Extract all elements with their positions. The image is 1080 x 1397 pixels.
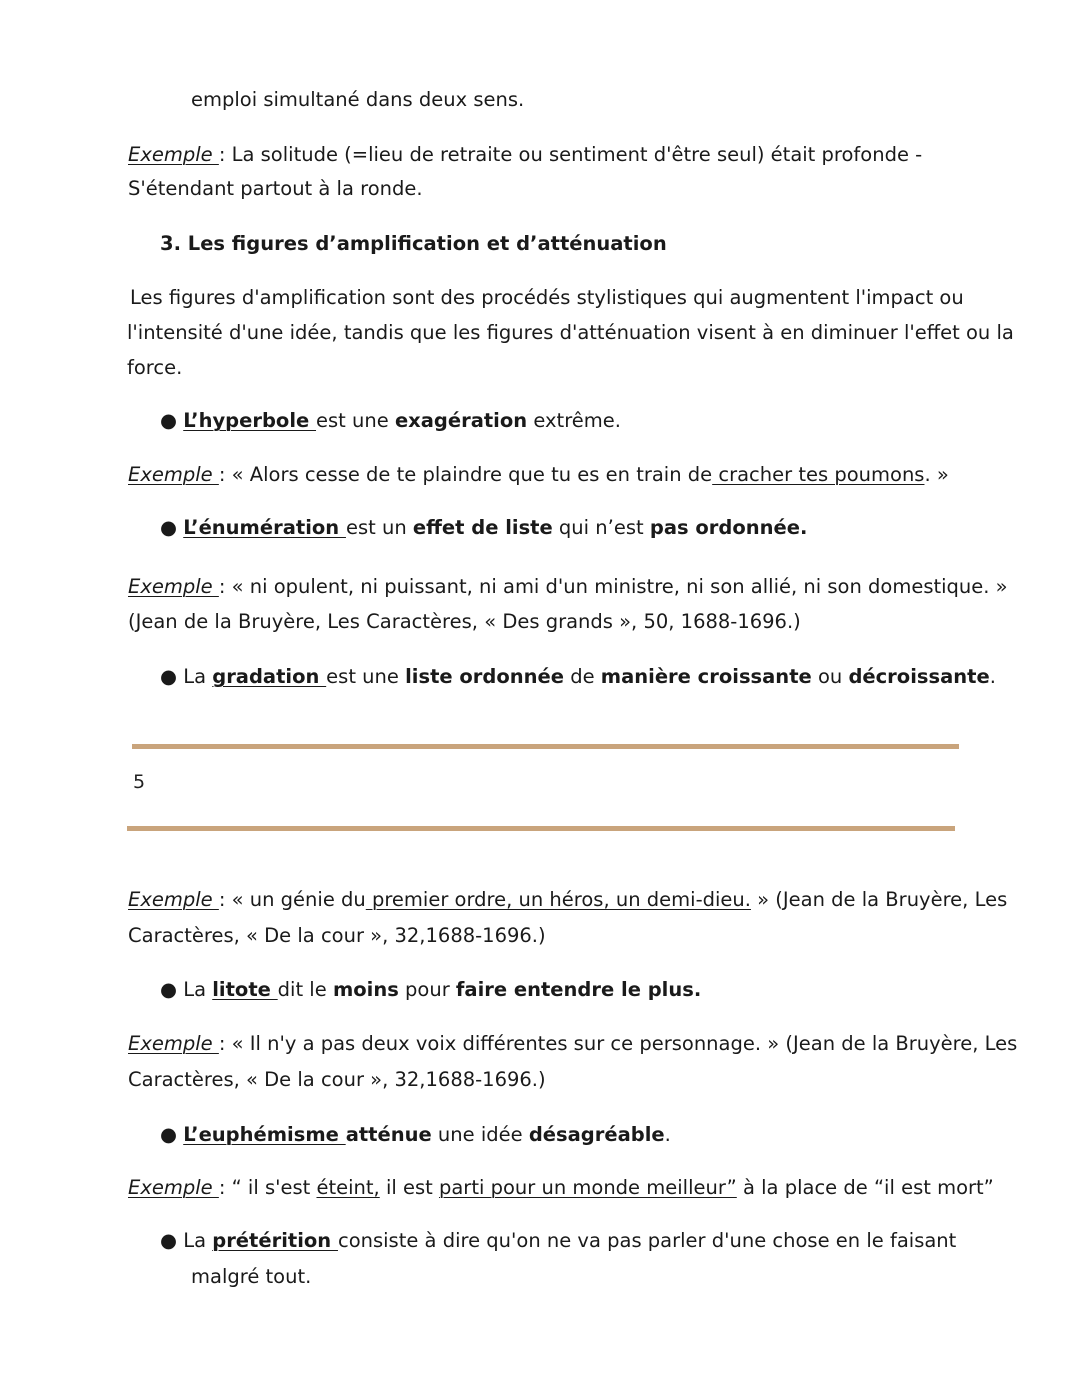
text: .: [989, 665, 996, 688]
bold-text: décroissante: [848, 665, 990, 688]
example-solitude-line1: [128, 142, 922, 168]
example-label: Exemple: [128, 143, 219, 166]
text: consiste à dire qu'on ne va pas parler d'une chose en le faisant: [337, 1229, 957, 1252]
text: est une: [326, 665, 406, 688]
example-euphemisme: [128, 1175, 994, 1201]
bullet-euphemisme: [160, 1122, 671, 1148]
term-hyperbole: L’hyperbole: [183, 409, 317, 432]
term-gradation: gradation: [212, 665, 327, 688]
bullet-icon: ●: [160, 1229, 178, 1252]
bold-text: liste ordonnée: [405, 665, 564, 688]
bullet-litote: [160, 977, 701, 1003]
text: pour: [398, 978, 456, 1001]
example-label: Exemple: [128, 1176, 219, 1199]
example-litote-line1: [128, 1031, 1017, 1057]
example-text: : La solitude (=lieu de retraite ou sentiment d'être seul) était profonde -: [218, 143, 923, 166]
term-enumeration: L’énumération: [183, 516, 346, 539]
intro-line2: l'intensité d'une idée, tandis que les figures d'atténuation visent à en diminuer l'effet ou la: [127, 321, 1014, 344]
bullet-icon: ●: [160, 409, 178, 432]
text: est un: [345, 516, 413, 539]
text: dit le: [277, 978, 333, 1001]
text: qui n’est: [552, 516, 650, 539]
intro-line1: Les figures d'amplification sont des procédés stylistiques qui augmentent l'impact ou: [130, 286, 964, 309]
bold-text: désagréable: [528, 1123, 665, 1146]
text: ou: [811, 665, 849, 688]
example-hyperbole: [128, 462, 949, 488]
example-text: : « Alors cesse de te plaindre que tu es en train de: [218, 463, 713, 486]
underlined-text: cracher tes poumons: [712, 463, 925, 486]
term-euphemisme: L’euphémisme: [183, 1123, 346, 1146]
section-heading: 3. Les figures d’amplification et d’atténuation: [160, 232, 667, 255]
bold-text: effet de liste: [412, 516, 553, 539]
bold-text: pas ordonnée.: [649, 516, 808, 539]
bold-text: moins: [332, 978, 399, 1001]
example-text: : « Il n'y a pas deux voix différentes sur ce personnage. » (Jean de la Bruyère, Les: [218, 1032, 1018, 1055]
bullet-icon: ●: [160, 1123, 178, 1146]
bullet-preterition: [160, 1228, 956, 1254]
example-text: : “ il s'est: [218, 1176, 317, 1199]
example-enumeration-line2: (Jean de la Bruyère, Les Caractères, « Des grands », 50, 1688-1696.): [128, 610, 801, 633]
bullet-icon: ●: [160, 516, 178, 539]
text: La: [183, 665, 213, 688]
example-text: : « ni opulent, ni puissant, ni ami d'un ministre, ni son allié, ni son domestique. »: [218, 575, 1008, 598]
text: . »: [924, 463, 949, 486]
bullet-icon: ●: [160, 978, 178, 1001]
bold-text: exagération: [394, 409, 528, 432]
bullet-enumeration: [160, 515, 807, 541]
text: à la place de “il est mort”: [736, 1176, 994, 1199]
text: il est: [379, 1176, 439, 1199]
example-litote-line2: Caractères, « De la cour », 32,1688-1696.): [128, 1068, 546, 1091]
example-gradation-line2: Caractères, « De la cour », 32,1688-1696.): [128, 924, 546, 947]
continuation-line: emploi simultané dans deux sens.: [191, 88, 525, 111]
example-label: Exemple: [128, 575, 219, 598]
bullet-gradation: [160, 664, 996, 690]
text: » (Jean de la Bruyère, Les: [750, 888, 1008, 911]
bold-text: faire entendre le plus.: [455, 978, 702, 1001]
example-gradation-line1: [128, 887, 1007, 913]
text: de: [564, 665, 601, 688]
term-preterition: prétérition: [212, 1229, 338, 1252]
page-break-rule-top: [132, 744, 959, 749]
example-text: : « un génie du: [218, 888, 366, 911]
example-label: Exemple: [128, 463, 219, 486]
text: est une: [316, 409, 395, 432]
page-number: 5: [133, 771, 146, 793]
example-label: Exemple: [128, 888, 219, 911]
text: une idée: [431, 1123, 529, 1146]
example-solitude-line2: S'étendant partout à la ronde.: [128, 177, 423, 200]
text: extrême.: [527, 409, 621, 432]
bold-text: manière croissante: [600, 665, 812, 688]
bullet-hyperbole: [160, 408, 621, 434]
underlined-text: parti pour un monde meilleur”: [438, 1176, 737, 1199]
bold-text: atténue: [345, 1123, 432, 1146]
underlined-text: premier ordre, un héros, un demi-dieu.: [365, 888, 751, 911]
bullet-icon: ●: [160, 665, 178, 688]
text: .: [664, 1123, 671, 1146]
example-enumeration-line1: [128, 574, 1008, 600]
intro-line3: force.: [127, 356, 183, 379]
example-label: Exemple: [128, 1032, 219, 1055]
text: La: [183, 978, 213, 1001]
text: La: [183, 1229, 213, 1252]
underlined-text: éteint,: [316, 1176, 380, 1199]
preterition-line2: malgré tout.: [191, 1265, 312, 1288]
term-litote: litote: [212, 978, 278, 1001]
page-break-rule-bottom: [127, 826, 955, 831]
